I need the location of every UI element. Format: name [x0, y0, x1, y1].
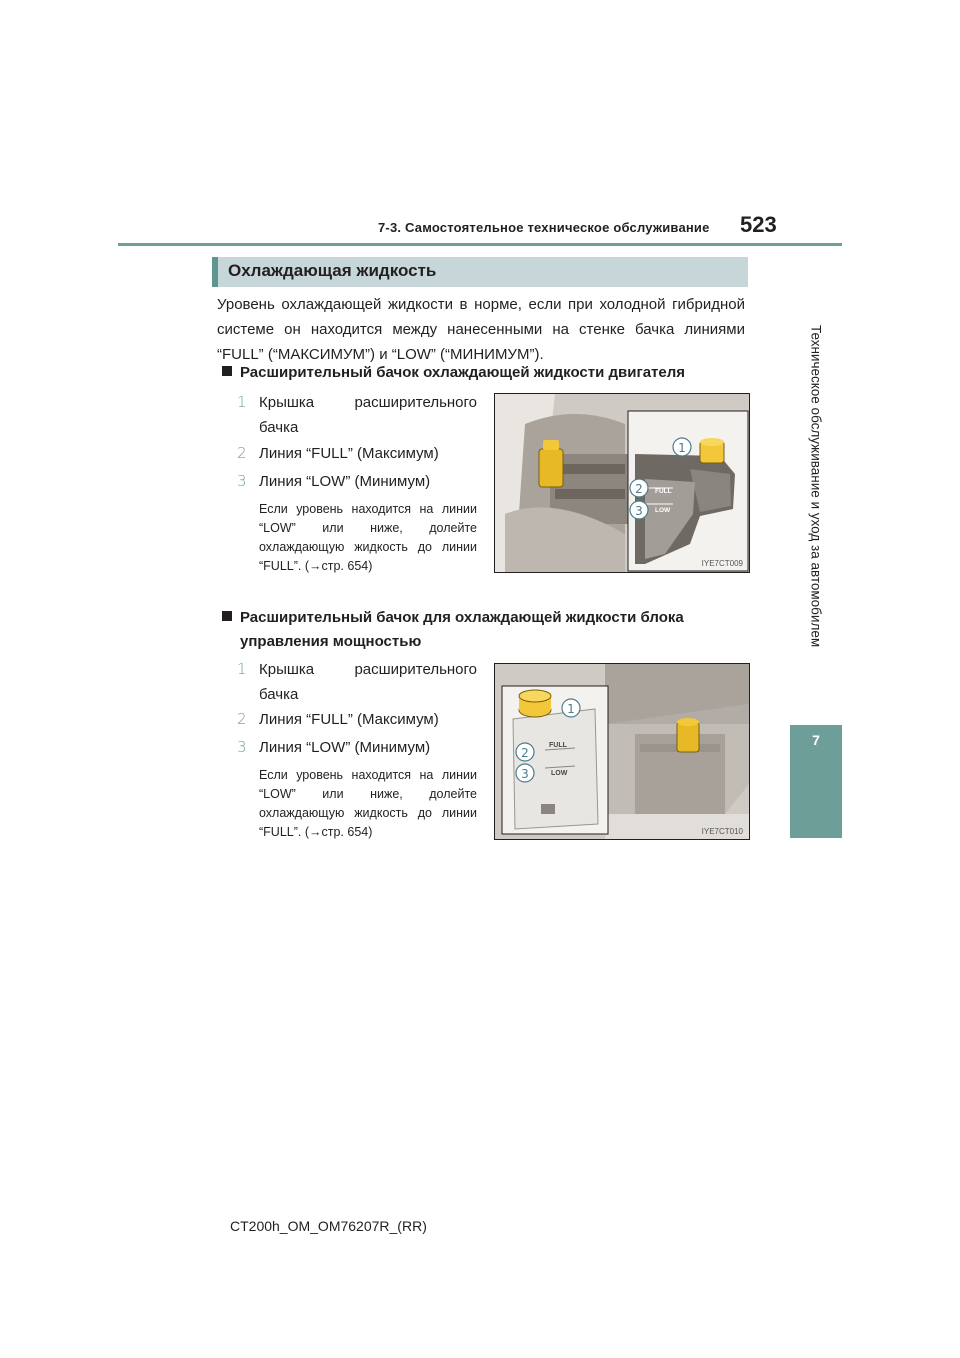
callout-3: 3 — [635, 504, 643, 518]
intro-paragraph — [217, 292, 745, 367]
pcu-tank-item-2 — [237, 707, 477, 732]
running-header-section-title: 7-3. Самостоятельное техническое обслуживание — [378, 220, 710, 235]
header-rule — [118, 243, 842, 246]
item-label: Линия “FULL” (Максимум) — [259, 445, 439, 462]
tank-low-mark: LOW — [551, 770, 568, 777]
footer-doc-code: CT200h_OM_OM76207R_(RR) — [230, 1218, 427, 1234]
page-number: 523 — [740, 212, 777, 237]
square-bullet-icon — [222, 611, 232, 621]
intro-text: Уровень охлаждающей жидкости в норме, если при холодной гибридной системе он находится между нанесенными на стенке бачка линиями “FULL” (“МАКСИМУМ”) и “LOW” (“МИНИМУМ”). — [217, 296, 745, 363]
engine-tank-item-2 — [237, 441, 477, 466]
section-title-bar — [212, 257, 748, 287]
engine-tank-item-1 — [237, 390, 477, 440]
callout-2: 2 — [635, 482, 643, 496]
callout-number: 3 — [237, 472, 247, 490]
item-label: Крышка расширительного бачка — [259, 661, 477, 703]
engine-tank-note: Если уровень находится на линии “LOW” или ниже, долейте охлаждающую жидкость до линии “FULL”. (→стр. 654) — [259, 502, 477, 573]
section-title: Охлаждающая жидкость — [228, 261, 437, 280]
image-code: IYE7CT009 — [701, 559, 743, 568]
item-label: Линия “LOW” (Минимум) — [259, 739, 431, 756]
engine-tank-illustration — [494, 393, 750, 573]
pcu-tank-illustration — [494, 663, 750, 840]
pcu-tank-note: Если уровень находится на линии “LOW” или ниже, долейте охлаждающую жидкость до линии “FULL”. (→стр. 654) — [259, 768, 477, 839]
item-label: Линия “LOW” (Минимум) — [259, 473, 431, 490]
callout-number: 3 — [237, 738, 247, 756]
chapter-number: 7 — [812, 732, 820, 748]
square-bullet-icon — [222, 366, 232, 376]
tank-low-mark: LOW — [655, 507, 671, 514]
pcu-tank-item-1 — [237, 657, 477, 707]
callout-2: 2 — [521, 746, 529, 760]
callout-1: 1 — [567, 702, 575, 716]
engine-tank-item-3 — [237, 469, 477, 494]
callout-number: 2 — [237, 710, 247, 728]
item-label: Линия “FULL” (Максимум) — [259, 711, 439, 728]
item-label: Крышка расширительного бачка — [259, 394, 477, 436]
callout-1: 1 — [678, 441, 686, 455]
image-code: IYE7CT010 — [701, 827, 743, 836]
callout-number: 1 — [237, 660, 247, 678]
chapter-side-tab — [790, 248, 842, 838]
chapter-title: Техническое обслуживание и уход за автомобилем — [808, 325, 824, 648]
callout-number: 1 — [237, 393, 247, 411]
pcu-tank-heading: Расширительный бачок для охлаждающей жидкости блока управления мощностью — [222, 606, 746, 654]
pcu-tank-item-3 — [237, 735, 477, 760]
callout-3: 3 — [521, 767, 529, 781]
tank-full-mark: FULL — [549, 742, 567, 749]
callout-number: 2 — [237, 444, 247, 462]
engine-tank-heading: Расширительный бачок охлаждающей жидкости двигателя — [222, 361, 746, 385]
tank-full-mark: FULL — [655, 488, 672, 495]
